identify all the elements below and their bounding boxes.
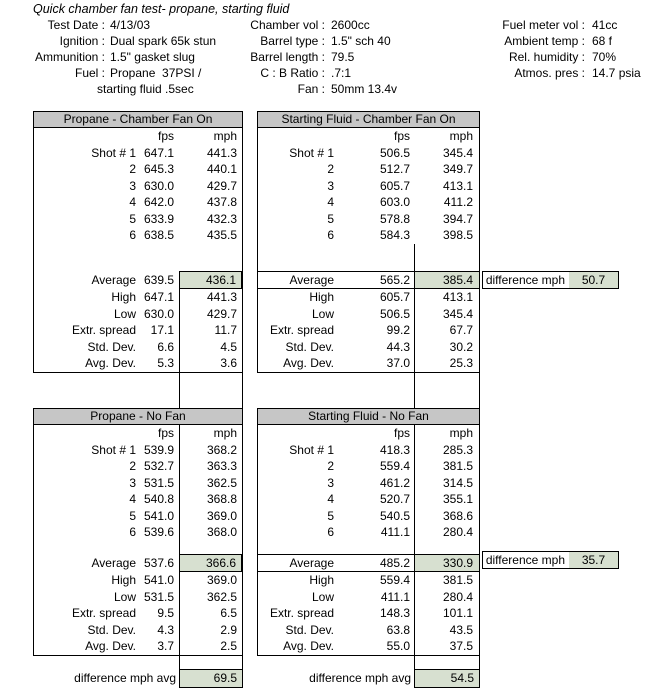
shot-fps-value: 603.0: [379, 195, 410, 209]
table-body: [257, 128, 480, 373]
stat-label: High: [111, 573, 136, 587]
shot-label: 6: [129, 525, 136, 539]
stat-mph-value: 381.5: [414, 572, 479, 589]
stat-mph-value: 345.4: [414, 306, 479, 323]
info-label: Rel. humidity :: [508, 50, 585, 64]
stat-label: Average: [289, 556, 334, 570]
blank-row: [258, 257, 479, 271]
shot-label: 4: [129, 492, 136, 506]
stat-label: Extr. spread: [71, 323, 136, 337]
shot-row: [34, 194, 242, 211]
stat-row: [258, 638, 479, 655]
difference-value: 50.7: [569, 272, 618, 288]
shot-mph-value: 285.3: [414, 442, 479, 459]
stat-row: [258, 572, 479, 589]
table-title: Starting Fluid - Chamber Fan On: [257, 111, 480, 128]
info-value: 14.7 psia: [592, 66, 641, 80]
stat-mph-value: 369.0: [179, 572, 242, 589]
stat-label: Avg. Dev.: [283, 639, 334, 653]
table-body: [257, 425, 480, 656]
col-header-mph: mph: [449, 129, 473, 143]
difference-avg-label: difference mph avg: [74, 670, 176, 685]
table-title: Starting Fluid - No Fan: [257, 408, 480, 425]
stat-mph-value: 101.1: [414, 605, 479, 622]
shot-mph-value: 429.7: [206, 178, 237, 193]
shot-mph-value: 345.4: [442, 145, 473, 160]
stat-label: Low: [113, 589, 136, 604]
difference-avg-label: difference mph avg: [309, 670, 411, 685]
stat-row: [34, 322, 242, 339]
stat-row: [34, 605, 242, 622]
shot-fps-value: 512.7: [379, 162, 410, 176]
shot-fps-value: 633.9: [143, 211, 174, 226]
shot-fps-value: 539.6: [143, 525, 174, 539]
table-title: Propane - Chamber Fan On: [33, 111, 243, 128]
table-body: [33, 128, 243, 373]
stat-row: [258, 355, 479, 372]
stat-label: Std. Dev.: [285, 339, 334, 354]
blank-row: [258, 541, 479, 555]
shot-row: [258, 442, 479, 459]
stat-label: Extr. spread: [71, 606, 136, 620]
shot-row: [258, 161, 479, 178]
stat-mph-value: 4.5: [179, 339, 242, 356]
stat-label: Avg. Dev.: [85, 639, 136, 653]
info-value: Dual spark 65k stun: [110, 34, 217, 48]
shot-row: [258, 475, 479, 492]
stat-fps-value: 565.2: [379, 273, 410, 287]
shot-row: [258, 524, 479, 541]
shot-fps-value: 506.5: [379, 145, 410, 160]
stat-fps-value: 541.0: [143, 573, 174, 587]
mph-column-connector-left: [179, 373, 243, 409]
shot-mph-value: 369.0: [179, 508, 242, 525]
shot-fps-value: 540.8: [143, 492, 174, 506]
stat-mph-value: 67.7: [414, 322, 479, 339]
shot-row: [34, 524, 242, 541]
stat-label: Std. Dev.: [87, 339, 136, 354]
shot-label: 4: [327, 195, 334, 209]
shot-label: Shot # 1: [91, 442, 136, 457]
info-row: [0, 17, 654, 33]
difference-label: difference mph: [485, 273, 565, 287]
info-value: starting fluid .5sec: [97, 82, 194, 96]
info-label: Test Date :: [47, 18, 105, 32]
info-value: Propane 37PSI /: [110, 66, 202, 80]
stat-fps-value: 639.5: [143, 273, 174, 287]
info-label: Fuel :: [74, 66, 105, 80]
shot-mph-value: 355.1: [414, 491, 479, 508]
stat-mph-value: 413.1: [414, 289, 479, 306]
shot-label: 2: [327, 162, 334, 176]
info-value: 4/13/03: [110, 18, 151, 32]
shot-row: [258, 491, 479, 508]
shot-mph-value: 411.2: [443, 195, 473, 209]
shot-label: Shot # 1: [91, 145, 136, 160]
info-value: 2600cc: [331, 18, 370, 32]
info-value: 68 f: [592, 34, 613, 48]
stat-mph-value: 25.3: [414, 355, 479, 372]
shot-fps-value: 541.0: [143, 508, 174, 523]
blank-cell: [414, 655, 480, 669]
shot-mph-value: 437.8: [206, 195, 237, 209]
blank-cell: [179, 655, 243, 669]
table-body: [33, 425, 243, 656]
info-row: [0, 81, 654, 97]
shot-row: [34, 145, 242, 162]
stat-row: [34, 622, 242, 639]
stat-row-average: [34, 554, 242, 572]
stat-row: [258, 339, 479, 356]
stat-row: [258, 589, 479, 606]
stat-label: High: [309, 290, 334, 304]
shot-row: [258, 194, 479, 211]
stat-label: Avg. Dev.: [283, 356, 334, 370]
col-header-mph: mph: [213, 129, 237, 143]
difference-label: difference mph: [485, 552, 565, 567]
stat-label: Std. Dev.: [285, 622, 334, 637]
difference-avg-right-cell: [414, 655, 480, 688]
stat-fps-value: 537.6: [143, 556, 174, 570]
shot-fps-value: 559.4: [379, 459, 410, 473]
stat-row: [258, 306, 479, 323]
stat-row: [34, 572, 242, 589]
shot-row: [258, 227, 479, 244]
shot-fps-value: 532.7: [143, 459, 174, 473]
stat-fps-value: 17.1: [150, 323, 174, 337]
info-row: [0, 65, 654, 81]
info-value: 79.5: [331, 50, 355, 64]
page-title: Quick chamber fan test- propane, starting fluid: [33, 2, 290, 16]
stat-row: [34, 289, 242, 306]
shot-mph-value: 413.1: [442, 178, 473, 193]
shot-mph-value: 394.7: [442, 211, 473, 226]
info-label: Barrel type :: [260, 34, 325, 48]
info-label: Ignition :: [59, 34, 105, 48]
shot-row: [258, 458, 479, 475]
info-row: [0, 33, 654, 49]
shot-label: 6: [327, 228, 334, 242]
shot-fps-value: 605.7: [379, 178, 410, 193]
stat-row: [34, 306, 242, 323]
shot-label: 6: [129, 228, 136, 242]
blank-row: [34, 257, 242, 271]
info-row: [0, 49, 654, 65]
shot-row: [258, 508, 479, 525]
shot-label: 2: [129, 162, 136, 176]
stat-fps-value: 4.3: [157, 622, 174, 637]
stat-row: [34, 638, 242, 655]
stat-row: [258, 322, 479, 339]
stat-fps-value: 3.7: [157, 639, 174, 653]
stat-label: Low: [113, 306, 136, 321]
shot-row: [258, 211, 479, 228]
stat-fps-value: 531.5: [143, 589, 174, 604]
info-label: Atmos. pres :: [514, 66, 585, 80]
info-value: 70%: [592, 50, 617, 64]
shot-fps-value: 531.5: [143, 475, 174, 490]
table-propane-no-fan: [33, 408, 243, 656]
shot-mph-value: 363.3: [179, 458, 242, 475]
info-label: Fuel meter vol :: [502, 18, 585, 32]
shot-label: 3: [327, 475, 334, 490]
shot-label: 3: [129, 475, 136, 490]
stat-row: [258, 605, 479, 622]
stat-label: High: [111, 290, 136, 304]
shot-row: [34, 442, 242, 459]
stat-fps-value: 99.2: [386, 323, 410, 337]
info-label: Fan :: [297, 82, 325, 96]
shot-fps-value: 642.0: [143, 195, 174, 209]
shot-fps-value: 630.0: [143, 178, 174, 193]
shot-mph-value: 381.5: [414, 458, 479, 475]
shot-fps-value: 461.2: [379, 475, 410, 490]
stat-fps-value: 9.5: [157, 606, 174, 620]
shot-mph-value: 435.5: [206, 228, 237, 242]
shot-fps-value: 540.5: [379, 508, 410, 523]
stat-fps-value: 605.7: [379, 290, 410, 304]
info-value: .7:1: [331, 66, 352, 80]
info-value: 50mm 13.4v: [331, 82, 398, 96]
info-label: Ammunition :: [34, 50, 105, 64]
shot-row: [34, 161, 242, 178]
stat-mph-value: 6.5: [179, 605, 242, 622]
stat-label: Extr. spread: [269, 606, 334, 620]
table-propane-fan-on: [33, 111, 243, 373]
shot-fps-value: 411.1: [380, 525, 410, 539]
stat-mph-highlight: 366.6: [179, 554, 242, 572]
shot-label: 6: [327, 525, 334, 539]
stat-fps-value: 630.0: [143, 306, 174, 321]
stat-row-average: [258, 271, 479, 289]
stat-label: Low: [311, 589, 334, 604]
info-label: Barrel length :: [250, 50, 325, 64]
stat-fps-value: 5.3: [157, 356, 174, 370]
shot-label: Shot # 1: [289, 145, 334, 160]
stat-row: [258, 622, 479, 639]
shot-fps-value: 418.3: [379, 442, 410, 457]
shot-fps-value: 578.8: [379, 211, 410, 226]
shot-label: 5: [129, 508, 136, 523]
shot-label: 4: [327, 492, 334, 506]
column-header-row: [258, 425, 479, 442]
col-header-mph: mph: [414, 425, 479, 442]
shot-label: 4: [129, 195, 136, 209]
shot-row: [34, 491, 242, 508]
shot-mph-value: 349.7: [442, 162, 473, 176]
stat-mph-value: 3.6: [179, 355, 242, 372]
stat-fps-value: 506.5: [379, 306, 410, 321]
stat-mph-value: 2.9: [179, 622, 242, 639]
stat-row: [34, 355, 242, 372]
stat-fps-value: 559.4: [379, 573, 410, 587]
shot-mph-value: 441.3: [206, 145, 237, 160]
stat-row: [258, 289, 479, 306]
shot-mph-value: 314.5: [414, 475, 479, 492]
table-title: Propane - No Fan: [33, 408, 243, 425]
stat-label: Avg. Dev.: [85, 356, 136, 370]
info-value: 1.5" gasket slug: [110, 50, 195, 64]
shot-fps-value: 584.3: [379, 228, 410, 242]
shot-mph-value: 368.6: [414, 508, 479, 525]
shot-label: Shot # 1: [289, 442, 334, 457]
info-value: 41cc: [592, 18, 618, 32]
stat-mph-value: 2.5: [179, 638, 242, 655]
shot-row: [258, 145, 479, 162]
stat-fps-value: 148.3: [379, 606, 410, 620]
stat-row: [34, 589, 242, 606]
stat-mph-highlight: 436.1: [179, 271, 242, 289]
column-header-row: [34, 128, 242, 145]
shot-mph-value: 368.2: [179, 442, 242, 459]
difference-fan-on-box: [482, 271, 619, 289]
shot-fps-value: 638.5: [143, 228, 174, 242]
stat-label: Average: [289, 273, 334, 287]
stat-row-average: [258, 554, 479, 572]
blank-row: [34, 541, 242, 555]
difference-avg-left-cell: [179, 655, 243, 688]
difference-avg-value: 54.5: [414, 669, 480, 688]
stat-label: Std. Dev.: [87, 622, 136, 637]
shot-row: [34, 458, 242, 475]
shot-row: [258, 178, 479, 195]
stat-mph-value: 280.4: [414, 589, 479, 606]
stat-mph-value: 30.2: [414, 339, 479, 356]
stat-mph-value: 37.5: [414, 638, 479, 655]
col-header-fps: fps: [157, 426, 174, 440]
blank-row: [34, 244, 242, 258]
shot-label: 2: [129, 459, 136, 473]
mph-column-connector-right: [414, 373, 480, 409]
shot-row: [34, 508, 242, 525]
shot-fps-value: 645.3: [143, 162, 174, 176]
stat-fps-value: 6.6: [157, 339, 174, 354]
stat-fps-value: 411.1: [380, 589, 410, 604]
stat-label: Low: [311, 306, 334, 321]
shot-label: 2: [327, 459, 334, 473]
shot-mph-value: 368.8: [179, 491, 242, 508]
col-header-fps: fps: [393, 129, 410, 143]
stat-fps-value: 37.0: [386, 356, 410, 370]
shot-label: 5: [129, 211, 136, 226]
stat-label: Extr. spread: [269, 323, 334, 337]
stat-fps-value: 485.2: [379, 556, 410, 570]
shot-mph-value: 440.1: [206, 162, 237, 176]
col-header-fps: fps: [393, 426, 410, 440]
shot-row: [34, 227, 242, 244]
shot-row: [34, 475, 242, 492]
stat-label: Average: [91, 273, 136, 287]
stat-fps-value: 647.1: [143, 290, 174, 304]
stat-mph-value: 11.7: [179, 322, 242, 339]
col-header-mph: mph: [179, 425, 242, 442]
stat-mph-value: 43.5: [414, 622, 479, 639]
stat-mph-highlight: 385.4: [414, 272, 479, 288]
column-header-row: [34, 425, 242, 442]
stat-mph-value: 362.5: [179, 589, 242, 606]
info-label: Ambient temp :: [504, 34, 585, 48]
shot-label: 3: [327, 178, 334, 193]
stat-fps-value: 55.0: [386, 639, 410, 653]
blank-row: [258, 244, 479, 258]
shot-mph-value: 280.4: [414, 524, 479, 541]
stat-mph-value: 441.3: [179, 289, 242, 306]
difference-no-fan-box: [482, 551, 619, 569]
shot-mph-value: 362.5: [179, 475, 242, 492]
stat-label: Average: [91, 556, 136, 570]
shot-label: 5: [327, 508, 334, 523]
shot-label: 3: [129, 178, 136, 193]
shot-fps-value: 647.1: [143, 145, 174, 160]
stat-mph-value: 429.7: [179, 306, 242, 323]
difference-value: 35.7: [569, 552, 618, 568]
shot-mph-value: 432.3: [206, 211, 237, 226]
difference-avg-value: 69.5: [179, 669, 243, 688]
info-label: C : B Ratio :: [260, 66, 325, 80]
column-header-row: [258, 128, 479, 145]
col-header-fps: fps: [157, 129, 174, 143]
table-startingfluid-no-fan: [257, 408, 480, 656]
shot-row: [34, 211, 242, 228]
shot-fps-value: 520.7: [379, 492, 410, 506]
stat-label: High: [309, 573, 334, 587]
shot-label: 5: [327, 211, 334, 226]
stat-row-average: [34, 271, 242, 289]
shot-row: [34, 178, 242, 195]
shot-mph-value: 368.0: [179, 524, 242, 541]
stat-fps-value: 63.8: [386, 622, 410, 637]
info-value: 1.5" sch 40: [331, 34, 391, 48]
table-startingfluid-fan-on: [257, 111, 480, 373]
shot-mph-value: 398.5: [442, 228, 473, 242]
stat-fps-value: 44.3: [386, 339, 410, 354]
shot-fps-value: 539.9: [143, 442, 174, 457]
stat-row: [34, 339, 242, 356]
info-label: Chamber vol :: [250, 18, 325, 32]
stat-mph-highlight: 330.9: [414, 555, 479, 571]
